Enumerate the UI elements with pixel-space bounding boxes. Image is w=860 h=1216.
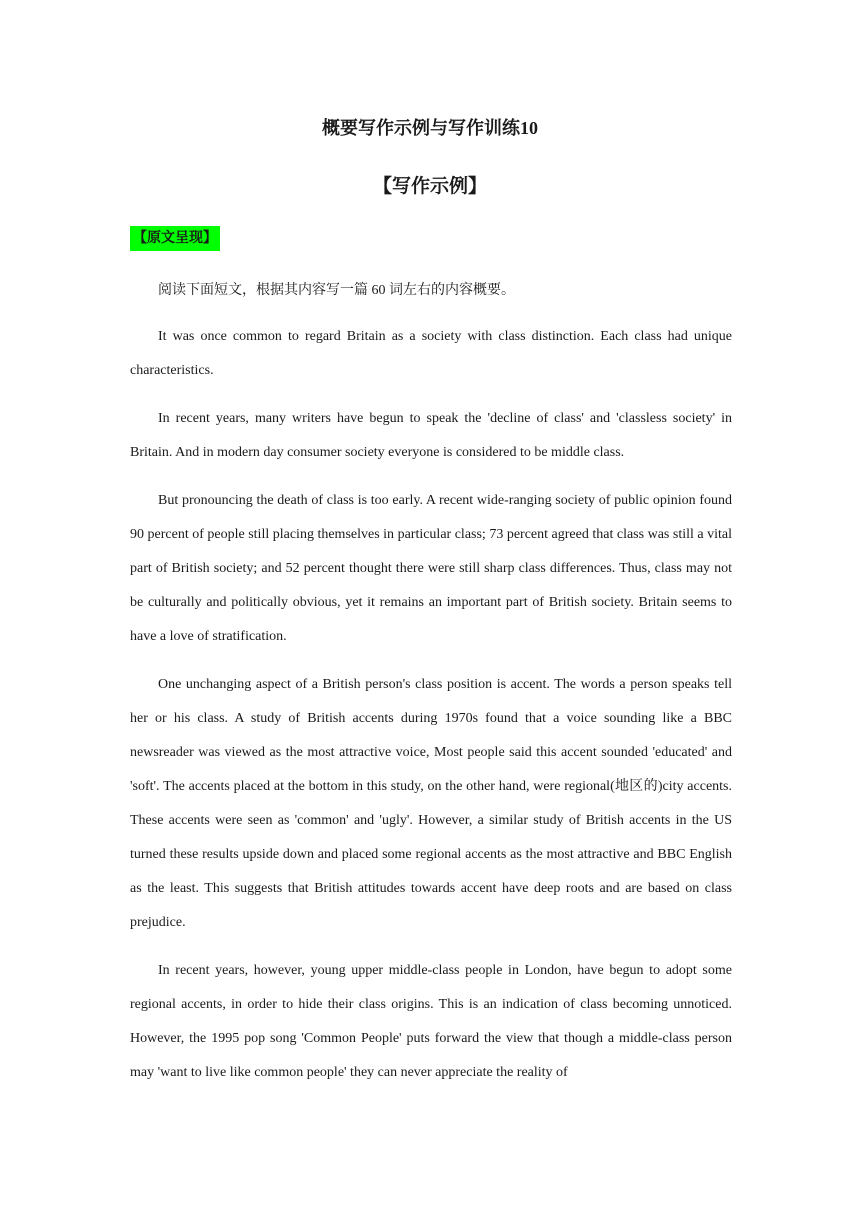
passage-paragraph: One unchanging aspect of a British person's class position is accent. The words a person speaks tell her or his class. A study of British accents during 1970s found that a voice sounding like a BBC newsreader was viewed as the most attractive voice, Most people said this accent sounded 'educated' and 'soft'. The accents placed at the bottom in this study, on the other hand, were regional(地区的)city accents. These accents were seen as 'common' and 'ugly'. However, a similar study of British accents in the US turned these results upside down and placed some regional accents as the most attractive and BBC English as the least. This suggests that British attitudes towards accent have deep roots and are based on class prejudice.	[130, 677, 732, 930]
passage	[130, 320, 732, 1104]
instruction-text: 阅读下面短文，根据其内容写一篇 60 词左右的内容概要。	[158, 283, 515, 298]
passage-paragraph: It was once common to regard Britain as a society with class distinction. Each class had unique characteristics.	[130, 329, 732, 378]
passage-paragraph: In recent years, many writers have begun to speak the 'decline of class' and 'classless society' in Britain. And in modern day consumer society everyone is considered to be middle class.	[130, 411, 732, 460]
passage-paragraph: In recent years, however, young upper middle-class people in London, have begun to adopt some regional accents, in order to hide their class origins. This is an indication of class becoming unnoticed. However, the 1995 pop song 'Common People' puts forward the view that though a middle-class person may 'want to live like common people' they can never appreciate the reality of	[130, 963, 732, 1080]
section-heading: 【写作示例】	[372, 176, 487, 197]
passage-paragraph: But pronouncing the death of class is too early. A recent wide-ranging society of public opinion found 90 percent of people still placing themselves in particular class; 73 percent agreed that class was still a vital part of British society; and 52 percent thought there were still sharp class differences. Thus, class may not be culturally and politically obvious, yet it remains an important part of British society. Britain seems to have a love of stratification.	[130, 493, 732, 644]
instruction-block	[130, 274, 732, 322]
document-title: 概要写作示例与写作训练10	[322, 118, 538, 138]
original-text-tag: 【原文呈现】	[130, 226, 220, 251]
